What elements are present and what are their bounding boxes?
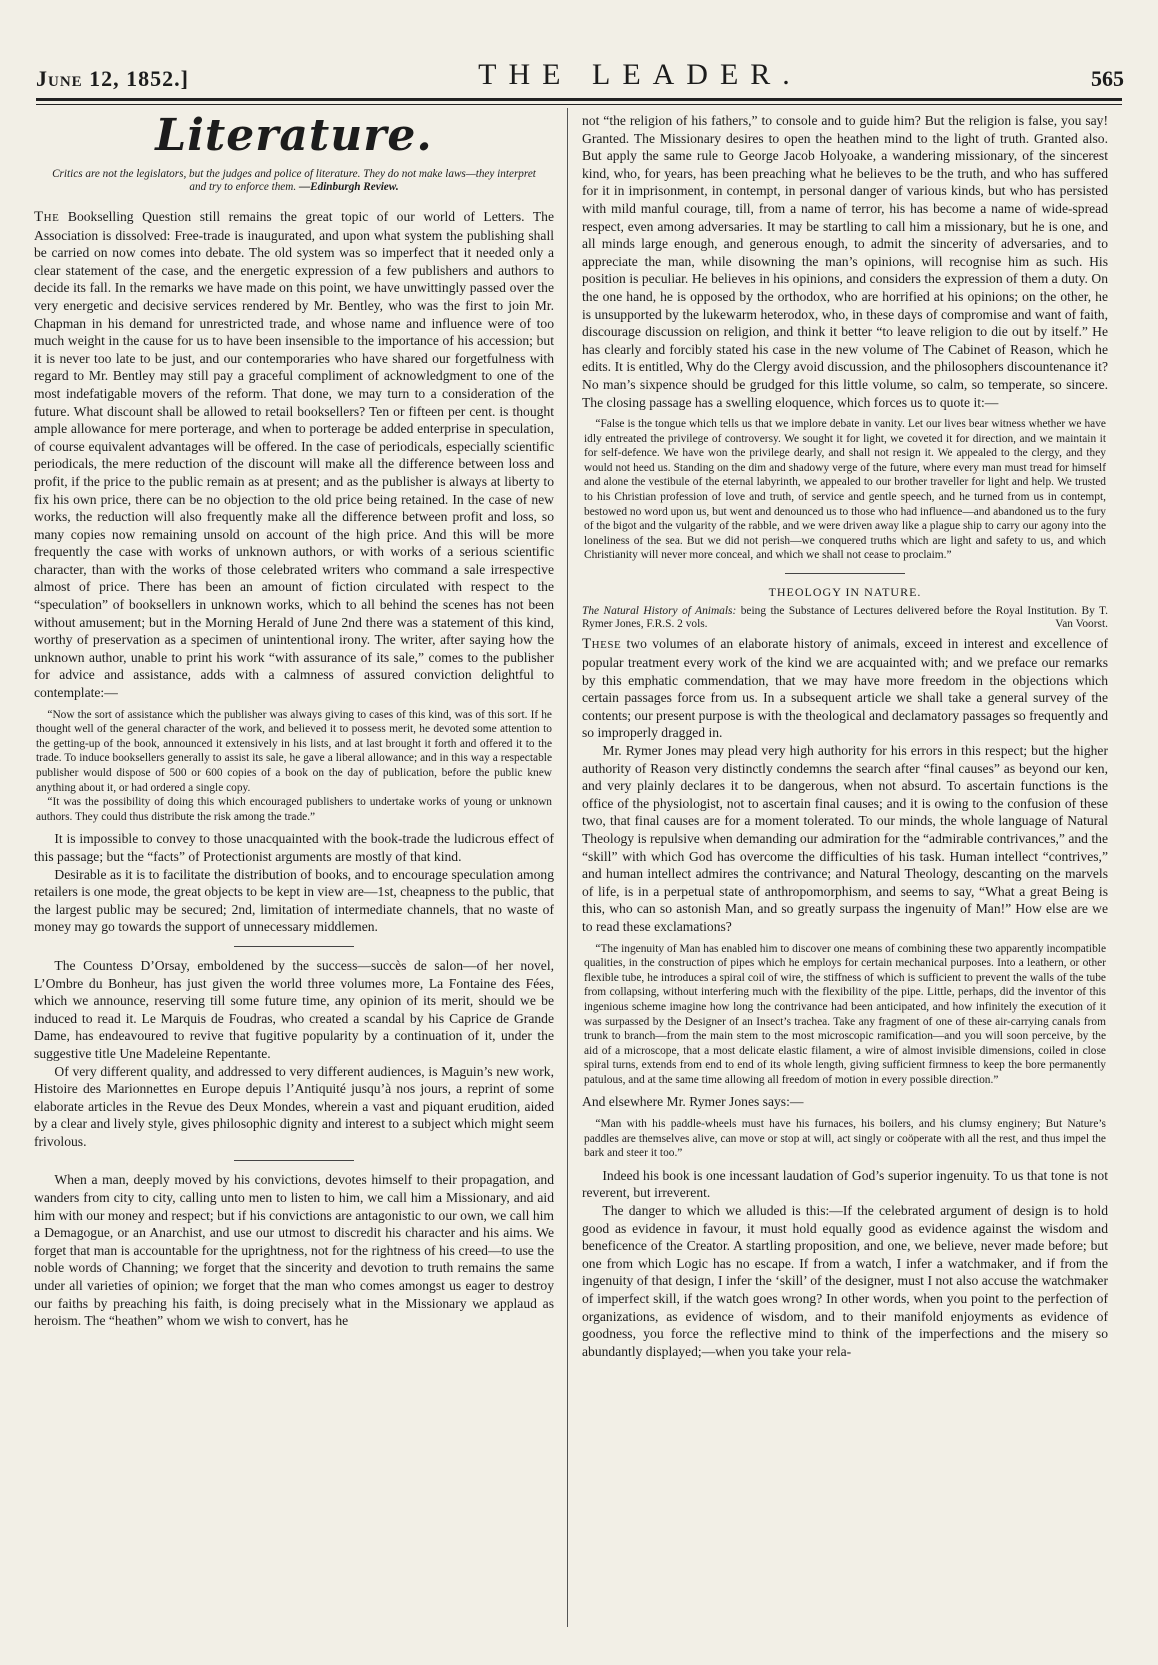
masthead-rule-thin — [36, 104, 1122, 105]
paragraph-text: two volumes of an elaborate history of animals, exceed in interest and excellence of popular treatment every work of the kind we are acquainted with; and we preface our remarks by this emphatic commendation, that we may have more freedom in the objections which certain passages force from us. In a subsequent article we shall take a general survey of the contents; our present purpose is with the theological and declamatory passages so frequently and so improperly dragged in. — [582, 636, 1108, 741]
article-dorsay: The Countess D’Orsay, emboldened by the success—succès de salon—of her novel, L’Ombre du Bonheur, has just given the world three volumes more, La Fontaine des Fées, which we announce, reserving till some future time, any opinion of its merit, should we be induced to read it. Le Marquis de Foudras, who created a scandal by his Caprice de Grande Dame, has endeavoured to revive that fugitive popularity by a continuation of it, under the suggestive title Une Madeleine Repentante. — [34, 957, 554, 1061]
paragraph: It is impossible to convey to those unacquainted with the book-trade the ludicrous effect of this passage; but the “facts” of Protectionist arguments are mostly of that kind. — [34, 831, 554, 864]
article-bookselling — [34, 208, 554, 702]
lead-word: These — [582, 636, 622, 653]
motto-source: —Edinburgh Review. — [298, 181, 399, 193]
quote-paragraph: “False is the tongue which tells us that we implore debate in vanity. Let our lives bear witness whether we have idly entreated the privilege of controversy. We sought it for light, we coveted it for direction, and we maintain it for self-defence. We have won the privilege dearly, and shall not resign it. We appealed to the clergy, and they would not heed us. Standing on the dim and shadowy verge of the future, where every man must tread for himself and alone the vestibule of the eternal labyrinth, we appealed to our brother traveller for light and help. We trusted to his Christian profession of love and truth, of service and gentle speech, and he turned from us in contempt, bestowed no word upon us, but went and denounced us to those who had influence—and abandoned us to the fury of the bigot and the vulgarity of the rabble, and we were driven away like a plague ship to carry our agony into the loneliness of the sea. But we did not perish—we conquered truths which are light and safety to us, and which Christianity will never more conceal, and which we shall not cease to proclaim.” — [584, 418, 1106, 562]
quote-paragraph: “The ingenuity of Man has enabled him to discover one means of combining these two apparently incompatible qualities, in the construction of pipes which he employs for certain mechanical purposes. Into a leathern, or other flexible tube, he introduces a spiral coil of wire, the stiffness of which is sufficient to prevent the walls of the tube from collapsing, without interfering much with the flexibility of the pipe. Little, perhaps, did the inventor of this ingenious scheme imagine how long the contrivance had been anticipated, and how infinitely the execution of it was surpassed by the Designer of an Insect’s trachea. Take any fragment of one of these air-carrying canals from trunk to branch—from the main stem to the most microscopic ramification—and you will soon perceive, by the aid of a microscope, that a most delicate elastic filament, a wire of almost invisible dimensions, coiled in close spiral turns, extends from end to end of its whole length, giving sufficient firmness to keep the bore permanently patulous, and at the same time allowing all freedom of motion in every possible direction.” — [584, 942, 1106, 1086]
book-publisher: Van Voorst. — [1055, 618, 1108, 631]
block-quote — [582, 1117, 1108, 1161]
separator-rule — [234, 1160, 354, 1161]
issue-date: June 12, 1852.] — [36, 66, 189, 91]
section-motto — [34, 168, 554, 194]
paragraph-continued: not “the religion of his fathers,” to console and to guide him? But the religion is false, you say! Granted. The Missionary desires to open the heathen mind to the light of truth. Granted also. But apply the same rule to George Jacob Holyoake, a wandering missionary, of the sincerest kind, who, for years, has been preaching what he believes to be the truth, and who has suffered for it in imprisonment, in contempt, in personal danger of various kinds, but who has persisted with mild manful courage, till, from a name of terror, his has become a name of wide-spread respect, even among adversaries. It may be startling to call him a missionary, but he is one, and all minds large enough, and generous enough, to admit the sincerity of adversaries, and to appreciate the man, while disowning the man’s opinions, will recognise him as such. His position is peculiar. He believes in his opinions, and considers the expression of them a duty. On the one hand, he is opposed by the orthodox, who are horrified at his opinions; on the other, he is unsupported by the lukewarm heterodox, who, in these days of compromise and want of faith, discourage discussion on religion, and think it better “to leave religion to die out by itself.” He has clearly and forcibly stated his case in the new volume of The Cabinet of Reason, which he edits. It is entitled, Why do the Clergy avoid discussion, and the philosophers discountenance it? No man’s sixpence should be grudged for this little volume, so calm, so temperate, so sincere. The closing passage has a swelling eloquence, which forces us to quote it:— — [582, 113, 1108, 410]
paragraph: Mr. Rymer Jones may plead very high authority for his errors in this respect; but the higher authority of Reason very distinctly condemns the search after “final causes” as beyond our ken, and very plainly declares it to be dangerous, when not absurd. To ascertain functions is the office of the physiologist, not to ascertain final causes; and it is owing to the confusion of these two, that final causes are for a moment tolerated. To our minds, the whole language of Natural Theology is repulsive when demanding our admiration for the “admirable contrivances,” and the “skill” with which God has overcome the difficulties of his task. Human intellect “contrives,” and human intellect admires the contrivance; and Natural Theology, descanting on the marvels of life, is in a perpetual state of anthropomorphism, and seems to say, “What a great Being is this, who can so astonish Man, and so greatly surpass the ingenuity of Man!” How else are we to read these exclamations? — [582, 743, 1108, 934]
review-paragraph — [582, 635, 1108, 742]
left-column — [34, 112, 554, 1330]
quote-paragraph: “It was the possibility of doing this which encouraged publishers to undertake works of young or unknown authors. They could thus distribute the risk among the trade.” — [36, 796, 552, 823]
paragraph: And elsewhere Mr. Rymer Jones says:— — [582, 1094, 804, 1110]
masthead — [36, 52, 1124, 92]
lead-word: The — [34, 209, 60, 225]
separator-rule — [785, 573, 905, 574]
paragraph: The danger to which we alluded is this:—If the celebrated argument of design is to hold good as evidence in favour, it must hold equally good as evidence against the wisdom and beneficence of the Creator. A startling proposition, and one, we believe, never made before; but one from which Logic has no escape. If from a watch, I infer a watchmaker, and if from the ingenuity of that design, I infer the ‘skill’ of the designer, must I not also accuse the watchmaker of imperfect skill, if the watch goes wrong? In other words, when you point to the perfection of organizations, as evidence of wisdom, and to their manifold enjoyments as evidence of goodness, you force the reflective mind to think of the imperfections and the misery so abundantly displayed;—when you take your rela- — [582, 1203, 1108, 1359]
column-divider — [567, 108, 568, 1627]
review-heading: THEOLOGY IN NATURE. — [768, 585, 922, 600]
quote-paragraph: “Now the sort of assistance which the publisher was always giving to cases of this kind, was of this sort. If he thought well of the general character of the work, and believed it to possess merit, he devoted some attention to the getting-up of the book, announced it extensively in his lists, and at last brought it forth and offered it to the trade. To induce booksellers generally to assist its sale, he gave a liberal allowance; and in this way a respectable publisher would dispose of 500 or 600 copies of a book on the day of publication, before the public knew anything about it, or had ordered a single copy. — [36, 708, 552, 794]
page-number: 565 — [1090, 66, 1124, 91]
book-reference — [582, 605, 1108, 632]
paragraph-text: Bookselling Question still remains the great topic of our world of Letters. The Association is dissolved: Free-trade is inaugurated, and upon what system the publishing shall be carried on now comes into debate. The old system was so imperfect that it needed only a clear statement of the case, and the energetic expression of a few publishers and authors to decide its fall. In the remarks we have made on this point, we have unwittingly passed over the very energetic and decisive services rendered by Mr. Bentley, who was the first to join Mr. Chapman in his demand for unrestricted trade, and whose name and influence were of too much weight in the cause for us to have been insensible to the importance of his accession; but it is never too late to be just, and our contemporaries who have shared our forgetfulness with regard to Mr. Bentley may still pay a graceful compliment of acknowledgment to one of the most indefatigable movers of the reform. That done, we may turn to a consideration of the future. What discount shall be allowed to retail booksellers? Ten or fifteen per cent. is thought ample allowance for mere porterage, and when to porterage be added enterprise in speculation, of course equivalent advantages will be offered. In the case of periodicals, especially scientific periodicals, the mere reduction of the discount will make all the difference between loss and profit, if the price to the public remain as at present; and as the publisher is always at liberty to fix his own price, there can be no objection to the old price being retained. In the case of new works, the reduction will also frequently make all the difference between profit and loss, so many copies now remaining unsold on account of the high price. And this will be more frequently the case with works of unknown authors, or with works of a serious scientific character, than with the works of those celebrated writers who command a sale irrespective almost of price. There has been an amount of fiction circulated with respect to the “speculation” of booksellers in unknown works, which to all behind the scenes has not been without amusement; but in the Morning Herald of June 2nd there was a statement of this kind, worthy of preservation as a specimen of unintentional irony. The writer, after saying how the unknown author, unable to print his work “with assurance of its sale,” comes to the publisher for advice and assistance, adds with a calmness of assured conviction delightful to contemplate:— — [34, 209, 554, 701]
article-maguin: Of very different quality, and addressed to very different audiences, is Maguin’s new work, Histoire des Marionnettes en Europe depuis l’Antiquité jusqu’à nos jours, a reprint of some elaborate articles in the Revue des Deux Mondes, wherein a vast and piquant erudition, aided by a clear and lively style, gives philosophic dignity and interest to a subject which might seem frivolous. — [34, 1063, 554, 1149]
book-description: being the Substance of Lectures delivered before the Royal Institution. By T. Rymer Jones, F.R.S. 2 vols. — [582, 604, 1108, 631]
masthead-rule-thick — [36, 98, 1122, 101]
block-quote — [582, 942, 1108, 1088]
paragraph: Desirable as it is to facilitate the distribution of books, and to encourage speculation among retailers is one mode, the great objects to be kept in view are—1st, cheapness to the public, that the largest public may be secured; 2nd, limitation of intermediate channels, that no waste of money may go towards the support of unnecessary middlemen. — [34, 866, 554, 935]
block-quote — [34, 708, 554, 825]
separator-rule — [234, 946, 354, 947]
newspaper-title: THE LEADER. — [478, 58, 802, 91]
motto-text: Critics are not the legislators, but the judges and police of literature. They do not make laws—they interpret and try to enforce them. — [52, 168, 536, 193]
section-title: Literature. — [155, 110, 433, 161]
quote-paragraph: “Man with his paddle-wheels must have his furnaces, his boilers, and his clumsy enginery; But Nature’s paddles are themselves alive, can move or stop at will, act singly or coöperate with all the rest, and thus impel the bark and steer it too.” — [584, 1118, 1106, 1160]
article-holyoake: When a man, deeply moved by his convictions, devotes himself to their propagation, and wanders from city to city, calling unto men to listen to him, we call him a Missionary, and aid him with our money and respect; but if his convictions are antagonistic to our own, we call him a Demagogue, or an Anarchist, and use our utmost to discredit his character and his aims. We forget that man is accountable for the uprightness, not for the rightness of his creed—to use the noble words of Channing; we forget that the sincerity and devotion to truth remains the same under all varieties of opinion; we forget that the man who comes amongst us eager to destroy our faiths by preaching his faith, is doing precisely what in the Missionary we applaud as heroism. The “heathen” whom we wish to convert, has he — [34, 1172, 554, 1329]
book-title: The Natural History of Animals: — [582, 604, 737, 617]
block-quote — [582, 417, 1108, 563]
right-column — [582, 112, 1108, 1360]
paragraph: Indeed his book is one incessant laudation of God’s superior ingenuity. To us that tone is not reverent, but irreverent. — [582, 1167, 1108, 1201]
